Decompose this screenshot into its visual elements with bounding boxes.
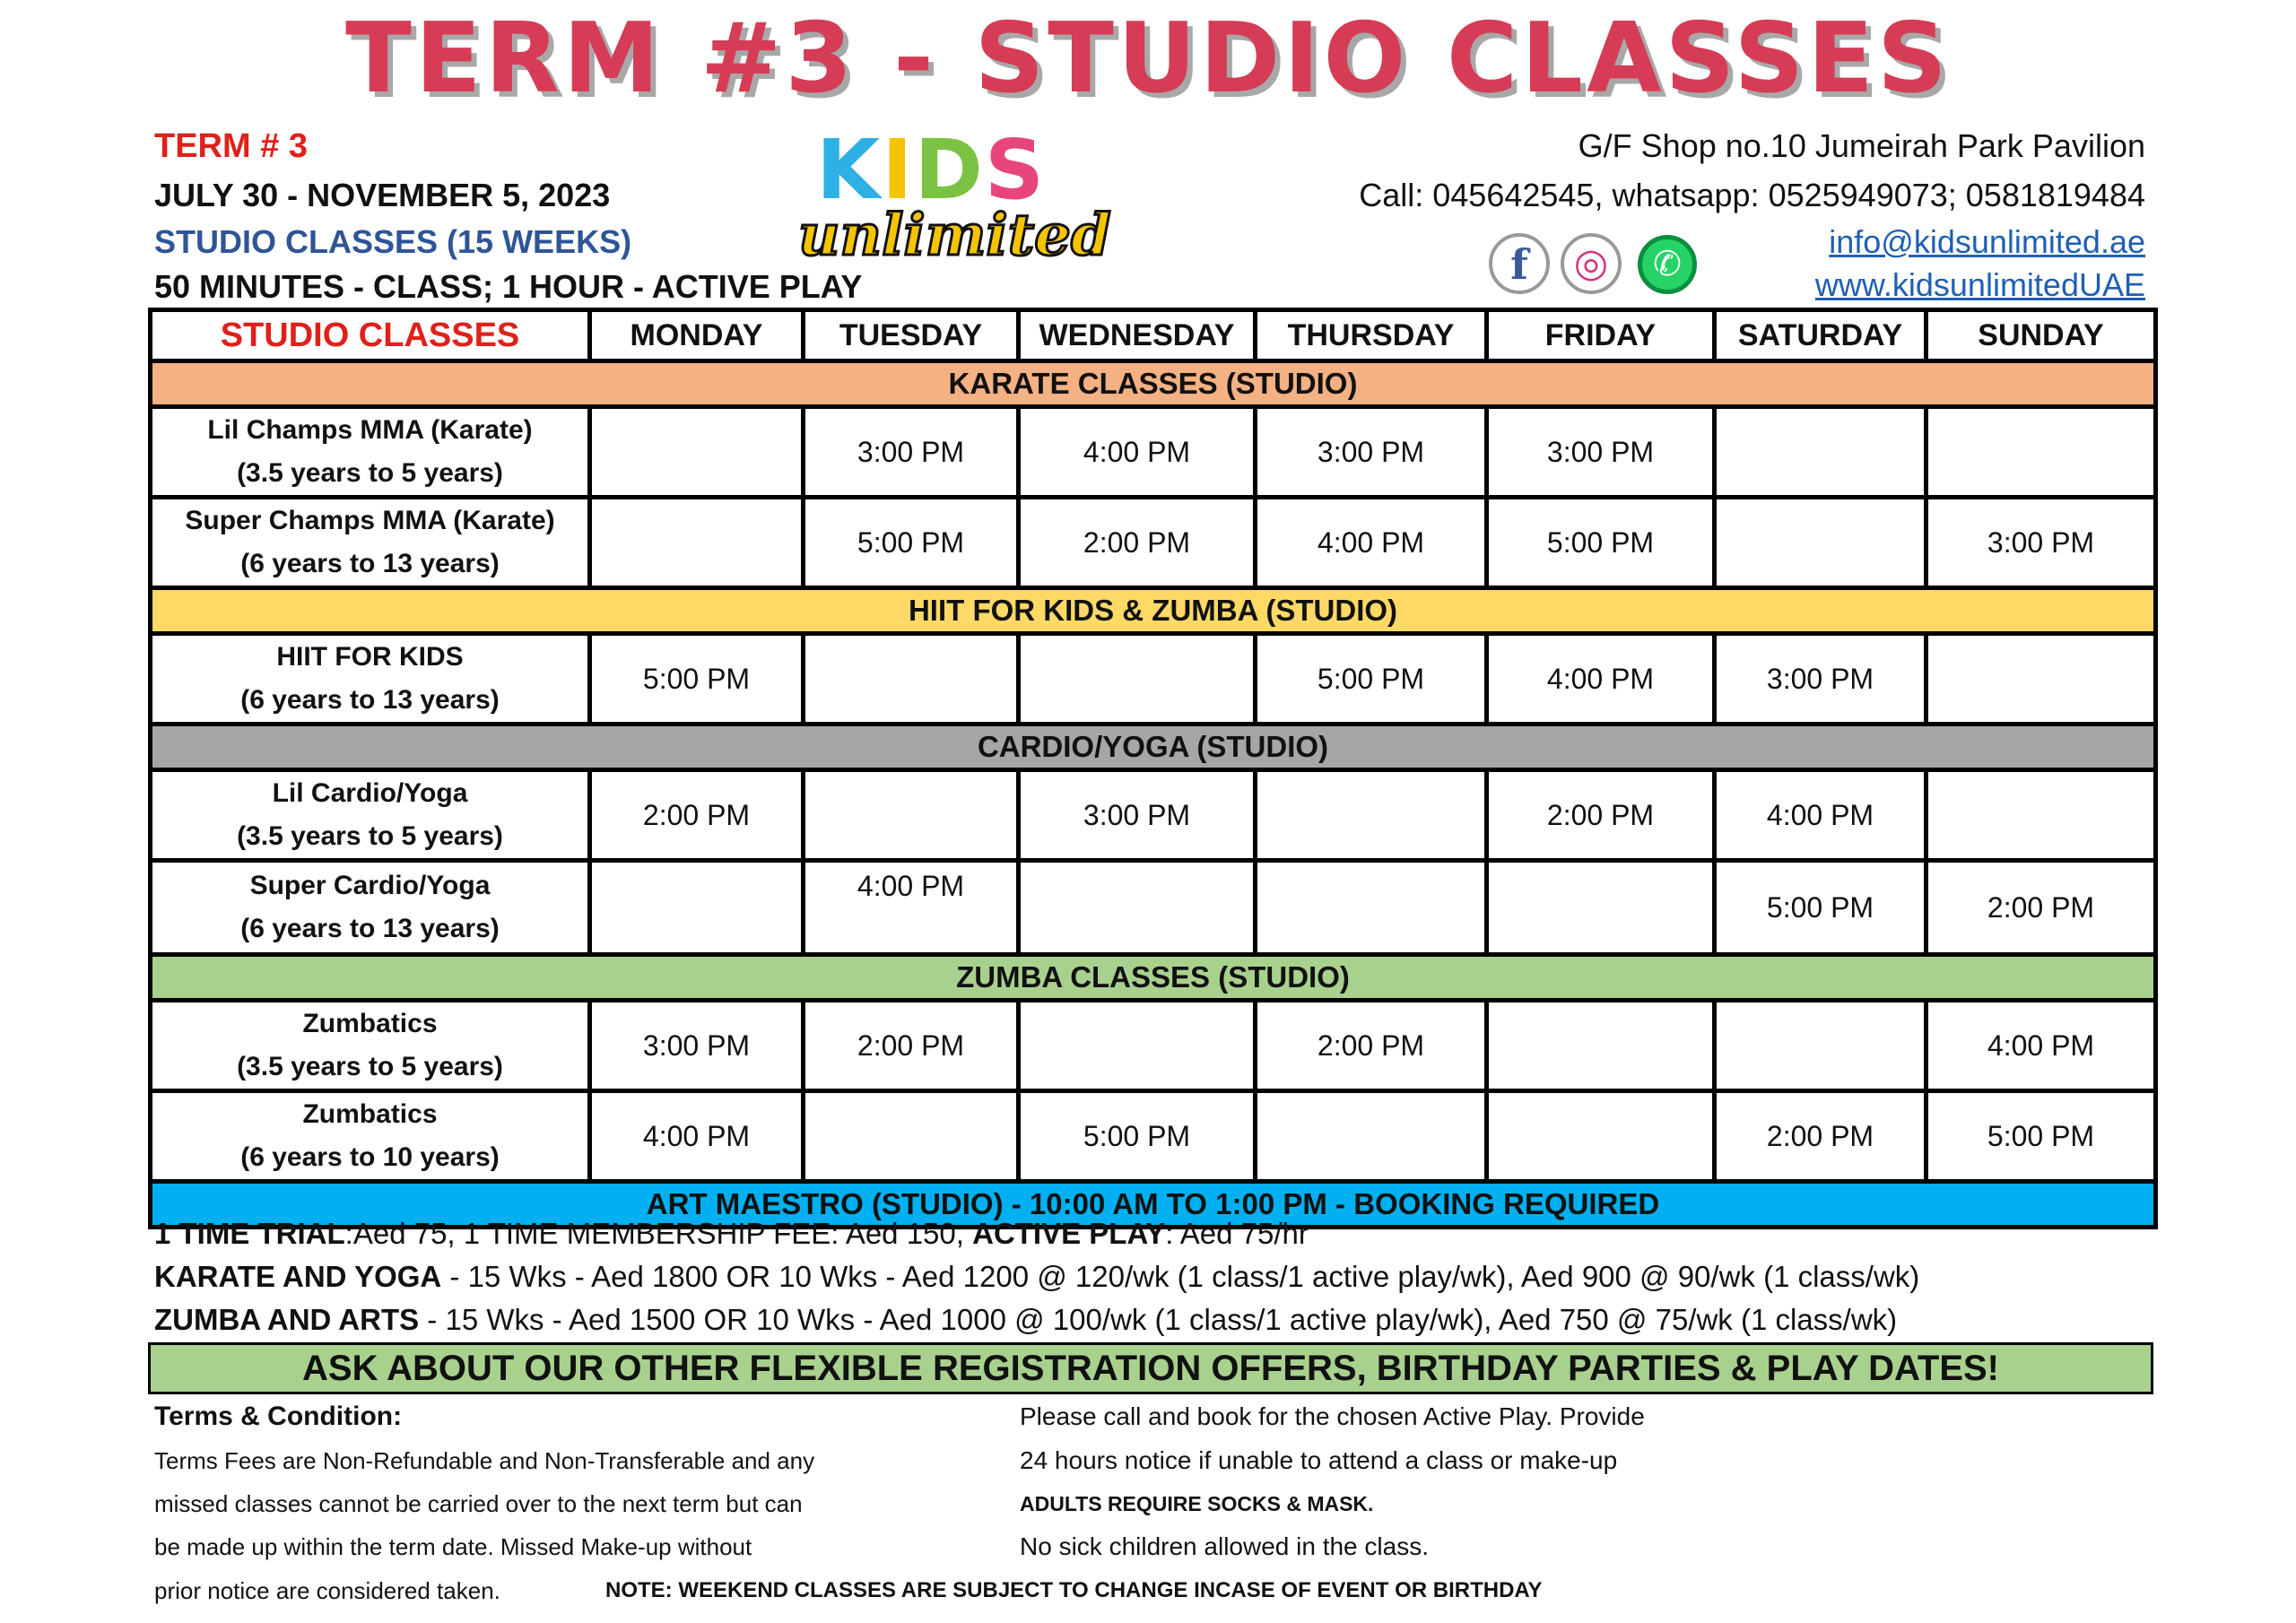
time-cell: 5:00 PM: [590, 634, 804, 725]
header-tuesday: TUESDAY: [804, 310, 1019, 361]
time-cell: 5:00 PM: [1256, 634, 1487, 725]
time-cell: [1926, 407, 2156, 498]
class-ages: (6 years to 13 years): [240, 685, 500, 715]
logo-letter: D: [914, 122, 985, 218]
address: G/F Shop no.10 Jumeirah Park Pavilion: [1578, 127, 2145, 164]
section-zumba: ZUMBA CLASSES (STUDIO): [151, 955, 2156, 1001]
header-row: [151, 310, 2156, 361]
time-cell: 3:00 PM: [1019, 770, 1256, 861]
time-cell: 3:00 PM: [590, 1001, 804, 1091]
terms-left-line: prior notice are considered taken.: [154, 1577, 500, 1604]
class-name: Zumbatics: [302, 1099, 438, 1129]
terms-right-line: Please call and book for the chosen Active Play. Provide: [1020, 1402, 1645, 1430]
class-duration: 50 MINUTES - CLASS; 1 HOUR - ACTIVE PLAY: [154, 268, 863, 305]
time-cell: [1487, 1091, 1715, 1182]
logo-script: unlimited: [798, 202, 1111, 269]
class-name: Lil Champs MMA (Karate): [207, 415, 533, 445]
time-cell: 2:00 PM: [1256, 1001, 1487, 1091]
class-name: Zumbatics: [302, 1009, 438, 1038]
fees-line-2: [154, 1255, 1919, 1298]
time-cell: 2:00 PM: [1715, 1091, 1926, 1182]
time-cell: [804, 770, 1019, 861]
class-name-cell: [151, 1091, 590, 1182]
website-link[interactable]: www.kidsunlimitedUAE: [1814, 266, 2145, 303]
header-wednesday: WEDNESDAY: [1019, 310, 1256, 361]
class-row: [151, 407, 2156, 498]
section-art-maestro: ART MAESTRO (STUDIO) - 10:00 AM TO 1:00 PM - BOOKING REQUIRED: [151, 1182, 2156, 1228]
header-monday: MONDAY: [590, 310, 804, 361]
fee-text: - 15 Wks - Aed 1800 OR 10 Wks - Aed 1200 @ 120/wk (1 class/1 active play/wk), Aed 900 @ 90/wk (1 class/wk): [441, 1260, 1920, 1293]
time-cell: [590, 407, 804, 498]
email-link[interactable]: info@kidsunlimited.ae: [1829, 223, 2145, 260]
time-cell: 5:00 PM: [1715, 861, 1926, 955]
time-cell: 5:00 PM: [1487, 498, 1715, 588]
time-cell: 4:00 PM: [590, 1091, 804, 1182]
fee-text: :Aed 75, 1 TIME MEMBERSHIP FEE: Aed 150,: [344, 1217, 973, 1250]
time-cell: [1487, 861, 1715, 955]
class-row: [151, 1001, 2156, 1091]
class-name-cell: [151, 1001, 590, 1091]
page-title: TERM #3 - STUDIO CLASSES: [345, 3, 1951, 115]
schedule-table: [148, 308, 2158, 1229]
time-cell: [1926, 770, 2156, 861]
time-cell: 4:00 PM: [1926, 1001, 2156, 1091]
time-cell: 3:00 PM: [1487, 407, 1715, 498]
time-cell: 4:00 PM: [804, 861, 1019, 955]
time-cell: 4:00 PM: [1715, 770, 1926, 861]
time-cell: 2:00 PM: [1487, 770, 1715, 861]
class-ages: (3.5 years to 5 years): [237, 821, 503, 851]
class-row: [151, 634, 2156, 725]
terms-right-line: 24 hours notice if unable to attend a class or make-up: [1020, 1446, 1618, 1474]
class-name-cell: [151, 634, 590, 725]
fee-label: KARATE AND YOGA: [154, 1260, 442, 1293]
time-cell: [1926, 634, 2156, 725]
class-name-cell: [151, 407, 590, 498]
time-cell: 3:00 PM: [1926, 498, 2156, 588]
class-name: HIIT FOR KIDS: [276, 642, 464, 672]
class-row: [151, 498, 2156, 588]
section-karate: KARATE CLASSES (STUDIO): [151, 361, 2156, 407]
facebook-icon[interactable]: f: [1489, 233, 1550, 294]
offers-banner: ASK ABOUT OUR OTHER FLEXIBLE REGISTRATION OFFERS, BIRTHDAY PARTIES & PLAY DATES!: [148, 1342, 2153, 1394]
time-cell: [1019, 634, 1256, 725]
class-row: [151, 770, 2156, 861]
time-cell: [804, 1091, 1019, 1182]
term-dates: JULY 30 - NOVEMBER 5, 2023: [154, 177, 611, 213]
time-cell: 5:00 PM: [1019, 1091, 1256, 1182]
class-name: Super Champs MMA (Karate): [185, 506, 555, 535]
phone-numbers: Call: 045642545, whatsapp: 0525949073; 0581819484: [1359, 177, 2145, 213]
time-cell: 3:00 PM: [804, 407, 1019, 498]
time-cell: [1256, 1091, 1487, 1182]
header-sunday: SUNDAY: [1926, 310, 2156, 361]
section-hiit: HIIT FOR KIDS & ZUMBA (STUDIO): [151, 588, 2156, 634]
whatsapp-icon[interactable]: ✆: [1638, 235, 1697, 294]
fee-label: 1 TIME TRIAL: [154, 1217, 345, 1250]
time-cell: 4:00 PM: [1256, 498, 1487, 588]
time-cell: [1715, 1001, 1926, 1091]
class-name-cell: [151, 770, 590, 861]
fee-text: : Aed 75/hr: [1165, 1217, 1309, 1250]
terms-right-line: ADULTS REQUIRE SOCKS & MASK.: [1020, 1492, 1374, 1515]
time-cell: [1487, 1001, 1715, 1091]
class-ages: (6 years to 10 years): [240, 1142, 500, 1172]
time-cell: [590, 861, 804, 955]
header-studio-classes: STUDIO CLASSES: [151, 310, 590, 361]
class-ages: (3.5 years to 5 years): [237, 1052, 503, 1081]
time-cell: [1256, 861, 1487, 955]
fees-line-3: [154, 1298, 1897, 1341]
terms-left-line: Terms Fees are Non-Refundable and Non-Transferable and any: [154, 1447, 815, 1474]
time-cell: [1715, 407, 1926, 498]
class-name: Super Cardio/Yoga: [249, 871, 491, 900]
time-cell: [1256, 770, 1487, 861]
fee-label: ACTIVE PLAY: [972, 1217, 1166, 1250]
time-cell: [804, 634, 1019, 725]
time-cell: 4:00 PM: [1019, 407, 1256, 498]
class-name-cell: [151, 861, 590, 955]
class-ages: (6 years to 13 years): [240, 549, 500, 578]
time-cell: 3:00 PM: [1256, 407, 1487, 498]
terms-heading: Terms & Condition:: [154, 1402, 403, 1431]
class-ages: (6 years to 13 years): [240, 914, 500, 943]
time-cell: 5:00 PM: [804, 498, 1019, 588]
class-ages: (3.5 years to 5 years): [237, 458, 503, 488]
fee-text: - 15 Wks - Aed 1500 OR 10 Wks - Aed 1000 @ 100/wk (1 class/1 active play/wk), Aed 750 @ 75/wk (1 class/wk): [419, 1303, 1898, 1336]
time-cell: [590, 498, 804, 588]
fees-line-1: [154, 1212, 1309, 1255]
class-row: [151, 1091, 2156, 1182]
class-row: [151, 861, 2156, 955]
term-weeks: STUDIO CLASSES (15 WEEKS): [154, 223, 632, 260]
header-friday: FRIDAY: [1487, 310, 1715, 361]
term-label: TERM # 3: [154, 127, 309, 165]
time-cell: 2:00 PM: [590, 770, 804, 861]
time-cell: 5:00 PM: [1926, 1091, 2156, 1182]
terms-left-line: be made up within the term date. Missed Make-up without: [154, 1533, 752, 1560]
logo-letter: S: [984, 122, 1047, 218]
class-name-cell: [151, 498, 590, 588]
logo-letter: I: [882, 122, 915, 218]
terms-right-line: No sick children allowed in the class.: [1020, 1532, 1429, 1560]
time-cell: 2:00 PM: [1926, 861, 2156, 955]
weekend-note: NOTE: WEEKEND CLASSES ARE SUBJECT TO CHANGE INCASE OF EVENT OR BIRTHDAY: [605, 1578, 1543, 1602]
kids-unlimited-logo: [780, 122, 1112, 278]
time-cell: [1019, 861, 1256, 955]
header-saturday: SATURDAY: [1715, 310, 1926, 361]
header-thursday: THURSDAY: [1256, 310, 1487, 361]
time-cell: 2:00 PM: [804, 1001, 1019, 1091]
class-name: Lil Cardio/Yoga: [272, 778, 468, 808]
instagram-icon[interactable]: ◎: [1561, 233, 1622, 294]
time-cell: [1019, 1001, 1256, 1091]
time-cell: 4:00 PM: [1487, 634, 1715, 725]
section-cardio-yoga: CARDIO/YOGA (STUDIO): [151, 725, 2156, 770]
time-cell: [1715, 498, 1926, 588]
terms-left-line: missed classes cannot be carried over to the next term but can: [154, 1490, 803, 1517]
fee-label: ZUMBA AND ARTS: [154, 1303, 420, 1336]
time-cell: 3:00 PM: [1715, 634, 1926, 725]
logo-letter: K: [816, 122, 883, 218]
time-cell: 2:00 PM: [1019, 498, 1256, 588]
